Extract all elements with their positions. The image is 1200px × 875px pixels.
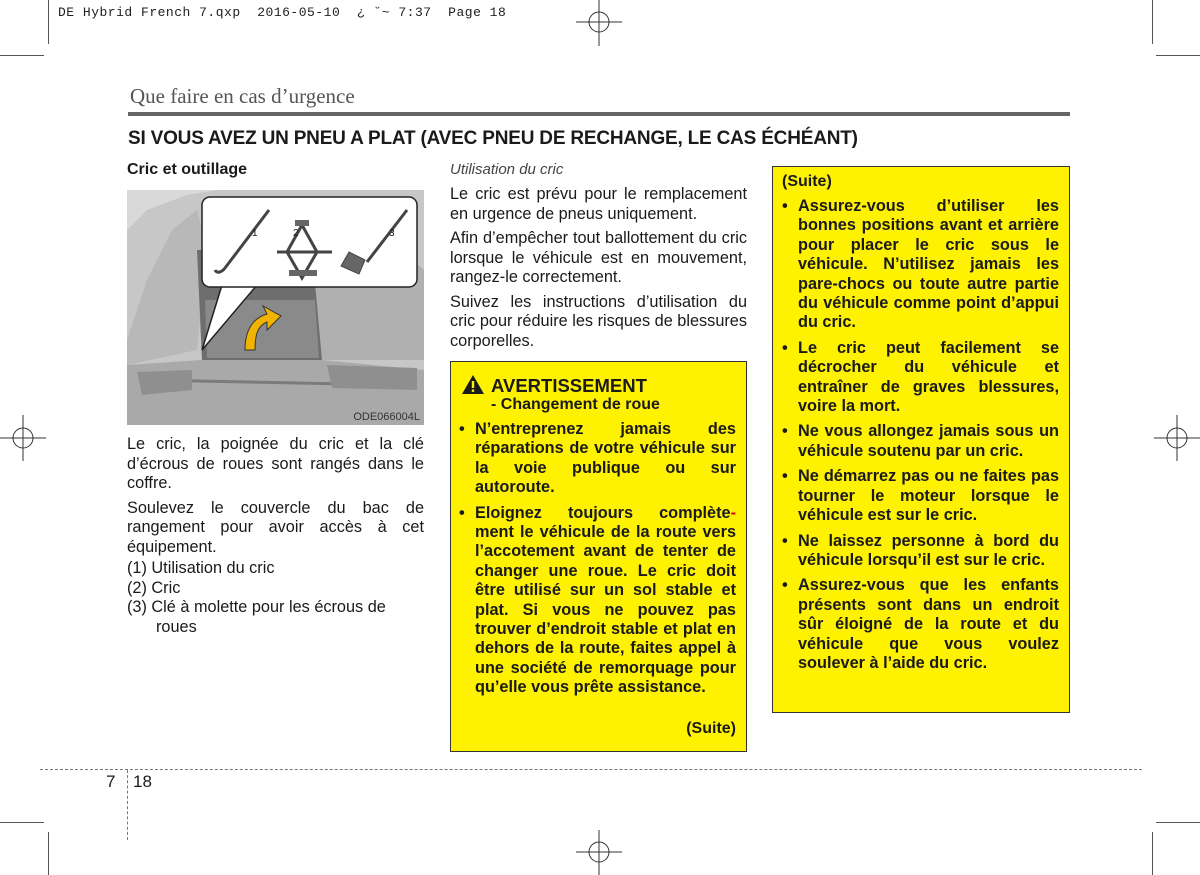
warning-bullet: • Assurez-vous d’utiliser les bonnes positions avant et arrière pour placer le cric sous le véhicule. N’utilisez jamais les pare-chocs ou toute autre partie du véhicule comme point d’appui du cric. — [782, 197, 1059, 333]
continued-label: (Suite) — [782, 173, 832, 190]
list-item: (1) Utilisation du cric — [127, 559, 275, 577]
list-item: (3) Clé à molette pour les écrous de roues — [127, 598, 386, 636]
main-heading: SI VOUS AVEZ UN PNEU A PLAT (AVEC PNEU DE RECHANGE, LE CAS ÉCHÉANT) — [128, 128, 858, 149]
page-number: 18 — [133, 772, 152, 791]
callout-number-2: 2 — [293, 228, 299, 239]
registration-mark-top — [576, 0, 622, 46]
footer-divider — [127, 770, 128, 840]
crop-mark — [48, 832, 49, 875]
crop-mark — [0, 822, 44, 823]
print-slug-line: DE Hybrid French 7.qxp 2016-05-10 ¿ ˘~ 7:37 Page 18 — [58, 5, 507, 20]
warning-bullet: • Ne vous allongez jamais sous un véhicule soutenu par un cric. — [782, 422, 1059, 461]
col2-paragraph: Afin d’empêcher tout ballottement du cric lorsque le véhicule est en mouvement, rangez-le correctement. — [450, 229, 747, 286]
col2-paragraph: Suivez les instructions d’utilisation du cric pour réduire les risques de blessures corporelles. — [450, 292, 747, 350]
warning-bullets — [459, 420, 736, 704]
warning-title: AVERTISSEMENT — [491, 375, 647, 396]
section-title: Que faire en cas d’urgence — [130, 84, 355, 108]
crop-mark — [48, 0, 49, 44]
registration-mark-right — [1154, 415, 1200, 461]
warning-subtitle: - Changement de roue — [491, 396, 660, 413]
warning-bullet-text: ment le véhicule de la route vers l’accotement avant de tenter de changer une roue. Le cric doit être utilisé sur un sol stable et plat. Si vous ne pouvez pas trouver d’endroit stable et plat en dehors de la route, faites appel à une société de remorquage pour qu’elle vous prête assistance. — [475, 523, 736, 697]
registration-mark-left — [0, 415, 46, 461]
col1-text — [127, 435, 424, 562]
crop-mark — [1152, 0, 1153, 44]
warning-bullet — [459, 504, 736, 698]
warning-box — [450, 361, 747, 752]
list-item: (2) Cric — [127, 578, 181, 597]
crop-mark — [1156, 822, 1200, 823]
warning-triangle-icon — [461, 374, 485, 400]
callout-number-3: 3 — [389, 228, 395, 239]
col2-subheading: Utilisation du cric — [450, 161, 564, 178]
tool-list — [127, 559, 424, 637]
col2-text — [450, 185, 747, 356]
hyphen-mark: - — [730, 503, 736, 522]
image-code: ODE066004L — [353, 411, 420, 423]
crop-mark — [1152, 832, 1153, 875]
continued-warning-box — [772, 166, 1070, 713]
continued-bullets — [782, 197, 1059, 679]
chapter-number: 7 — [106, 772, 116, 791]
warning-bullet: • Ne laissez personne à bord du véhicule lorsqu’il est sur le cric. — [782, 532, 1059, 571]
continued-label: (Suite) — [686, 720, 736, 737]
warning-bullet-text: Eloignez toujours complète — [475, 503, 731, 522]
trunk-tools-illustration — [127, 190, 424, 425]
crop-mark — [0, 55, 44, 56]
col1-subheading: Cric et outillage — [127, 161, 248, 178]
col1-paragraph: Soulevez le couvercle du bac de rangement pour avoir accès à cet équipement. — [127, 498, 424, 556]
registration-mark-bottom — [576, 830, 622, 875]
header-rule — [128, 112, 1070, 116]
col2-paragraph: Le cric est prévu pour le remplacement en urgence de pneus uniquement. — [450, 185, 747, 223]
footer-rule — [40, 769, 1142, 770]
car-trunk-drawing — [127, 190, 424, 425]
col1-paragraph: Le cric, la poignée du cric et la clé d’écrous de roues sont rangés dans le coffre. — [127, 435, 424, 492]
warning-bullet: • Le cric peut facilement se décrocher du véhicule et entraîner de graves blessures, voire la mort. — [782, 339, 1059, 417]
callout-number-1: 1 — [252, 228, 258, 239]
warning-bullet: • N’entreprenez jamais des réparations de votre véhicule sur la voie publique ou sur autoroute. — [459, 420, 736, 498]
crop-mark — [1156, 55, 1200, 56]
warning-bullet: • Assurez-vous que les enfants présents sont dans un endroit sûr éloigné de la route et du véhicule que vous voulez soulever à l’aide du cric. — [782, 576, 1059, 673]
warning-bullet: • Ne démarrez pas ou ne faites pas tourner le moteur lorsque le véhicule est sur le cric. — [782, 467, 1059, 525]
